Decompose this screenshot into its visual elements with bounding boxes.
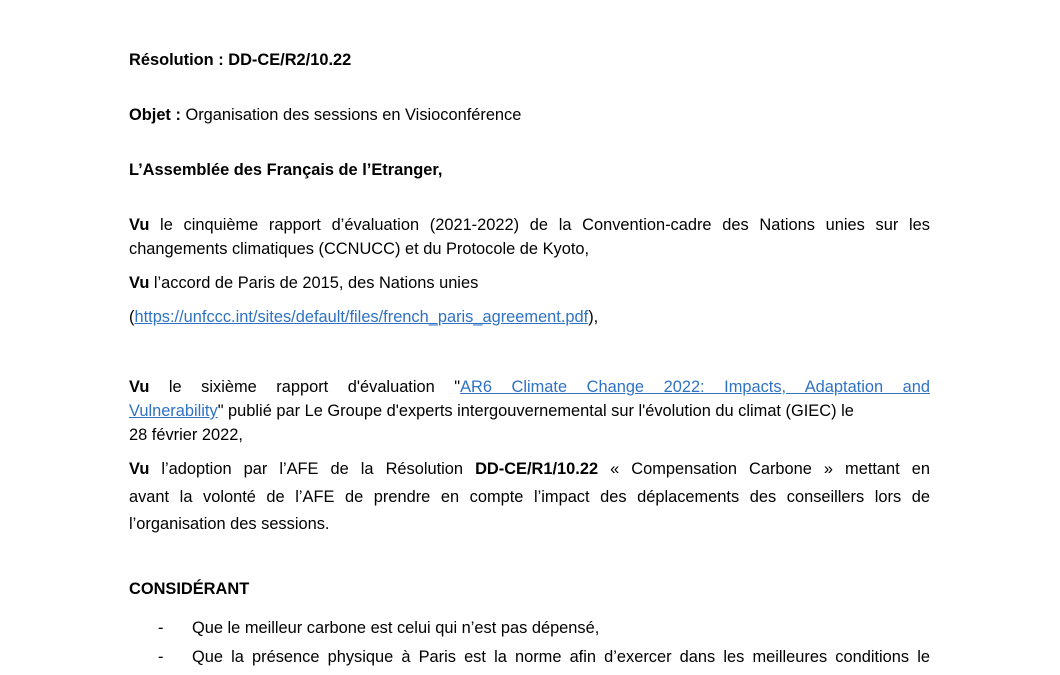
vu2-link-line [129,307,598,327]
considerant-label: CONSIDÉRANT [129,580,250,598]
vu4-line1 [129,459,930,479]
vu3-line3 [129,425,243,445]
list-dash: - [158,619,164,637]
vu2-label: Vu [129,274,150,292]
vu1-text-line2: changements climatiques (CCNUCC) et du Protocole de Kyoto, [129,240,590,258]
vu3-text-post: " publié par Le Groupe d'experts intergouvernemental sur l'évolution du climat (GIEC) le [217,402,854,420]
ar6-report-link-continued[interactable]: Vulnerability [129,402,218,420]
vu2-line [129,273,478,293]
vu2-link-close: ), [588,308,599,326]
assembly-text: L’Assemblée des Français de l’Etranger, [129,161,443,179]
vu1-line2 [129,239,589,259]
vu3-label: Vu [129,378,150,396]
resolution-heading [129,50,351,70]
vu4-text-line2: avant la volonté de l’AFE de prendre en compte l’impact des déplacements des conseillers lors de [129,488,930,506]
list-item-text: Que la présence physique à Paris est la norme afin d’exercer dans les meilleures conditions le [192,648,930,666]
vu3-line1 [129,377,930,397]
vu4-text-line3: l’organisation des sessions. [129,515,330,533]
ar6-report-link[interactable]: AR6 Climate Change 2022: Impacts, Adaptation and [460,378,930,396]
vu1-text-line1: le cinquième rapport d’évaluation (2021-2022) de la Convention-cadre des Nations unies sur les [149,216,930,234]
list-item-text: Que le meilleur carbone est celui qui n’est pas dépensé, [192,619,600,637]
vu2-link-open: ( [129,308,135,326]
assembly-line [129,160,442,180]
resolution-label: Résolution : DD-CE/R2/10.22 [129,51,352,69]
vu1-label: Vu [129,216,150,234]
vu4-label: Vu [129,460,150,478]
considerant-heading [129,579,249,599]
vu4-line2 [129,487,930,507]
vu1-line1 [129,215,930,235]
vu3-text-line3: 28 février 2022, [129,426,243,444]
objet-text: Organisation des sessions en Visioconférence [180,106,522,124]
vu4-text-post: « Compensation Carbone » mettant en [598,460,930,478]
vu3-text-pre: le sixième rapport d'évaluation " [149,378,461,396]
vu3-line2 [129,401,854,421]
vu4-line3 [129,514,329,534]
vu2-text: l’accord de Paris de 2015, des Nations unies [149,274,479,292]
list-dash: - [158,648,164,666]
objet-line [129,105,521,125]
vu4-resolution-ref: DD-CE/R1/10.22 [475,460,599,478]
vu4-text-pre: l’adoption par l’AFE de la Résolution [149,460,476,478]
paris-agreement-link[interactable]: https://unfccc.int/sites/default/files/french_paris_agreement.pdf [134,308,589,326]
objet-label: Objet : [129,106,181,124]
